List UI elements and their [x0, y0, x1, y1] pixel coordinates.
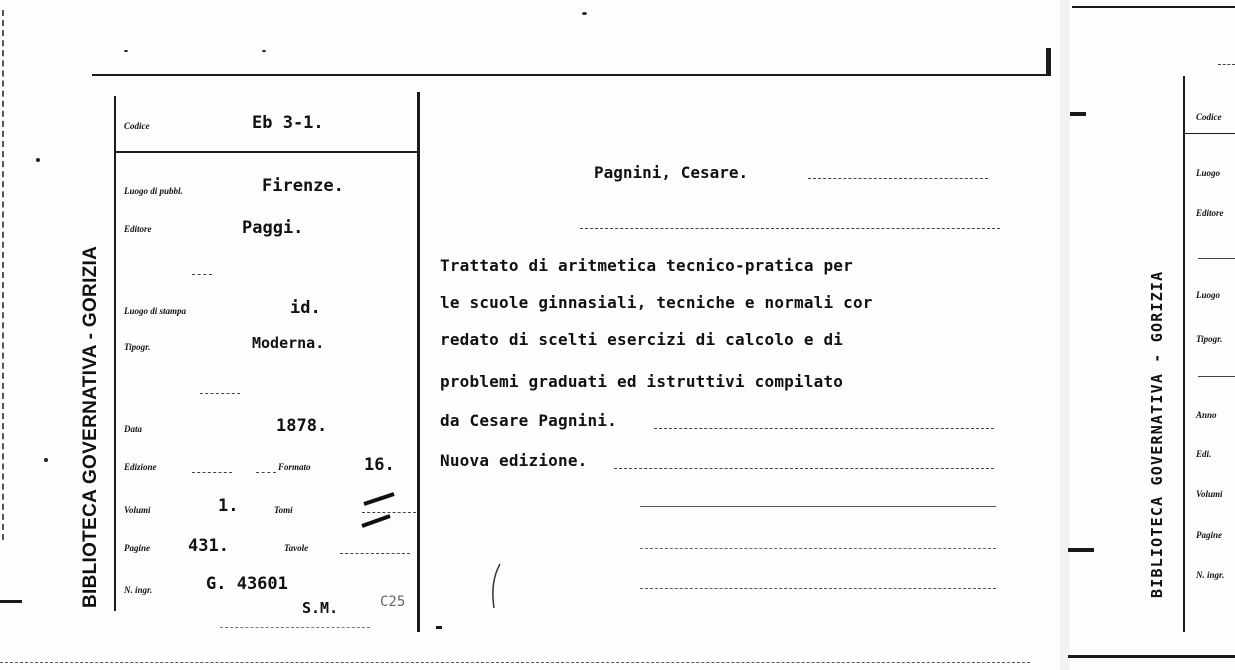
library-vertical-title: BIBLIOTECA GOVERNATIVA - GORIZIA: [80, 245, 101, 608]
edge-mark: [0, 600, 22, 603]
right-card-tick: [1068, 548, 1094, 552]
right-column-rule: [1183, 76, 1185, 632]
right-label-n-ingr: N. ingr.: [1196, 570, 1225, 580]
edizione-blank: [192, 472, 232, 473]
pagine-value: 431.: [188, 536, 229, 556]
title-line-1: Trattato di aritmetica tecnico-pratica per: [440, 256, 853, 275]
middle-column-rule: [417, 92, 420, 632]
right-codice-underline: [1185, 133, 1235, 134]
card-top-right-mark: [1046, 48, 1051, 76]
pencil-mark: [486, 562, 506, 612]
tavole-blank: [340, 553, 410, 554]
luogo-stampa-value: id.: [290, 298, 321, 318]
separator: [220, 627, 370, 628]
right-card-bottom-border: [1068, 655, 1235, 658]
separator: [200, 393, 240, 394]
right-label-pagine: Pagine: [1196, 530, 1222, 540]
right-library-vertical-title: BIBLIOTECA GOVERNATIVA - GORIZIA: [1148, 270, 1166, 598]
author-heading: Pagnini, Cesare.: [594, 163, 749, 182]
speck: [44, 458, 48, 462]
right-card-shadow: [1060, 0, 1070, 670]
right-label-tipogr: Tipogr.: [1196, 334, 1223, 344]
formato-label: Formato: [278, 462, 311, 472]
inventory-stamp: C25: [380, 594, 406, 610]
speck: [262, 50, 266, 52]
codice-label: Codice: [124, 121, 150, 131]
title-line-3: redato di scelti esercizi di calcolo e di: [440, 330, 844, 349]
n-ingr-label: N. ingr.: [124, 585, 153, 595]
volumi-value: 1.: [218, 496, 239, 516]
bottom-edge: [0, 662, 1030, 663]
pagine-label: Pagine: [124, 543, 150, 553]
formato-lead: [256, 472, 276, 473]
title-line-4: problemi graduati ed istruttivi compilato: [440, 372, 844, 391]
title-line-5-trail: [654, 428, 994, 429]
separator: [580, 228, 1000, 229]
edge-strip: [2, 10, 4, 540]
right-label-luogo: Luogo: [1196, 168, 1221, 178]
editore-value: Paggi.: [242, 218, 304, 238]
right-separator: [1198, 258, 1235, 259]
data-value: 1878.: [276, 416, 328, 436]
bottom-left-mark: [436, 626, 442, 629]
data-label: Data: [124, 424, 142, 434]
right-label-codice: Codice: [1196, 112, 1222, 122]
title-line-5: da Cesare Pagnini.: [440, 411, 617, 430]
editore-label: Editore: [124, 224, 152, 234]
formato-value: 16.: [364, 455, 395, 475]
left-column-rule: [114, 96, 116, 611]
title-line-6: Nuova edizione.: [440, 451, 588, 470]
edizione-label: Edizione: [124, 462, 157, 472]
luogo-stampa-label: Luogo di stampa: [124, 306, 187, 316]
right-label-volumi: Volumi: [1196, 489, 1223, 499]
separator: [192, 274, 212, 275]
tomi-dash-mark: [360, 490, 400, 530]
blank-line: [640, 588, 996, 589]
tipogr-label: Tipogr.: [124, 342, 151, 352]
separator: [362, 512, 416, 513]
codice-value: Eb 3-1.: [252, 113, 324, 133]
right-card-top-border: [1072, 6, 1235, 8]
speck: [36, 158, 40, 162]
right-label-editore: Editore: [1196, 208, 1224, 218]
speck: [124, 50, 128, 52]
blank-line: [640, 548, 996, 549]
right-label-anno: Anno: [1196, 410, 1217, 420]
right-label-edi: Edi.: [1196, 449, 1212, 459]
luogo-pubbl-label: Luogo di pubbl.: [124, 186, 183, 196]
author-trail: [808, 178, 988, 179]
tipogr-value: Moderna.: [252, 334, 325, 352]
right-label-luogo-stampa: Luogo: [1196, 290, 1221, 300]
sm-mark: S.M.: [302, 599, 339, 617]
right-card-tick: [1070, 112, 1086, 116]
right-separator: [1218, 64, 1235, 65]
tavole-label: Tavole: [284, 543, 309, 553]
title-line-2: le scuole ginnasiali, tecniche e normali cor: [440, 293, 873, 312]
speck: [582, 12, 587, 15]
luogo-pubbl-value: Firenze.: [262, 176, 344, 196]
volumi-label: Volumi: [124, 505, 151, 515]
card-top-border: [92, 74, 1050, 76]
codice-underline: [116, 151, 418, 153]
blank-line: [640, 506, 996, 507]
right-separator: [1198, 376, 1235, 377]
tomi-label: Tomi: [274, 505, 293, 515]
title-line-6-trail: [614, 468, 994, 469]
n-ingr-value: G. 43601: [206, 574, 288, 594]
